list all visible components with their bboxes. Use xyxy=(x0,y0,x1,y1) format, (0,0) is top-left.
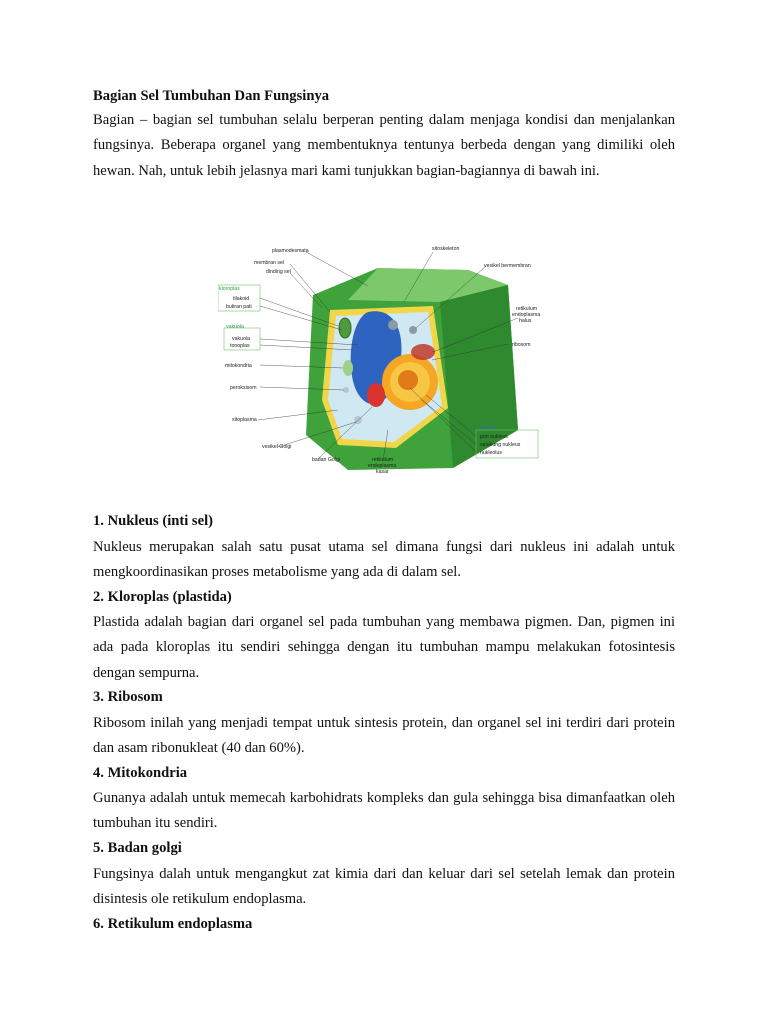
label-selubung-nukleus: selubung nukleus xyxy=(480,442,521,448)
section-heading: 2. Kloroplas (plastida) xyxy=(93,589,232,605)
label-retikulum-halus-2: endoplasma xyxy=(512,312,541,318)
label-peroksisom: peroksisom xyxy=(230,385,257,391)
plant-cell-illustration xyxy=(218,240,548,480)
label-retikulum-kasar-1: retikulum xyxy=(372,457,394,463)
label-tonoplas: tonoplas xyxy=(230,343,250,349)
label-kloroplas: kloroplas xyxy=(219,286,240,292)
cell-wall-side xyxy=(440,285,518,468)
nucleolus xyxy=(398,370,418,390)
label-retikulum-kasar-2: endoplasma xyxy=(368,463,397,469)
label-membran-sel: membran sel xyxy=(254,260,284,266)
label-pori-nukleus: pori nukleus xyxy=(480,434,508,440)
label-butiran-pati: butiran pati xyxy=(226,304,252,310)
label-mitokondria: mitokondria xyxy=(225,363,252,369)
plant-cell-diagram xyxy=(218,240,548,480)
label-plasmodesmata: plasmodesmata xyxy=(272,248,309,254)
label-tilakoid: tilakoid xyxy=(233,296,250,302)
section-heading: 1. Nukleus (inti sel) xyxy=(93,513,214,529)
intro-paragraph: Bagian – bagian sel tumbuhan selalu berperan penting dalam menjaga kondisi dan menjalankan fungsinya. Beberapa organel yang membentuknya tentunya berbeda dengan yang dimiliki oleh hewan. Nah, untuk lebih jelasnya mari kami tunjukkan bagian-bagiannya di bawah ini. xyxy=(93,112,675,179)
label-vakuola-group: vakuola xyxy=(226,324,244,330)
chloroplast xyxy=(339,318,351,338)
golgi-body xyxy=(367,383,385,407)
section-body: Ribosom inilah yang menjadi tempat untuk sintesis protein, dan organel sel ini terdiri dari protein dan asam ribonukleat (40 dan 60%). xyxy=(93,715,675,757)
section-heading: 5. Badan golgi xyxy=(93,840,182,856)
section-body: Gunanya adalah untuk memecah karbohidrats kompleks dan gula sehingga bisa dimanfaatkan oleh tumbuhan itu sendiri. xyxy=(93,790,675,832)
mitochondria xyxy=(343,360,353,376)
label-dinding-sel: dinding sel xyxy=(266,269,291,275)
label-vakuola: vakuola xyxy=(232,336,250,342)
label-sitoplasma: sitoplasma xyxy=(232,417,257,423)
section-body: Plastida adalah bagian dari organel sel pada tumbuhan yang membawa pigmen. Dan, pigmen ini ada pada kloroplas itu sendiri sehingga dengan itu tumbuhan mampu melakukan fotosintesis dengan sempurna. xyxy=(93,614,675,681)
label-nukleus-group: nukleus xyxy=(478,425,496,431)
membrane-vesicle xyxy=(409,326,417,334)
label-badan-golgi: badan Golgi xyxy=(312,457,340,463)
label-retikulum-kasar-3: kasar xyxy=(376,469,389,475)
page-title: Bagian Sel Tumbuhan Dan Fungsinya xyxy=(93,88,330,104)
golgi-vesicle xyxy=(354,416,362,424)
membrane-vesicle xyxy=(388,320,398,330)
rough-er xyxy=(411,344,435,360)
label-retikulum-halus-1: retikulum xyxy=(516,306,538,312)
label-vesikel-bermembran: vesikel bermembran xyxy=(484,263,531,269)
label-ribosom: ribosom xyxy=(512,342,531,348)
section-body: Fungsinya dalah untuk mengangkut zat kimia dari dan keluar dari sel setelah lemak dan protein disintesis ole retikulum endoplasma. xyxy=(93,866,675,908)
section-heading: 4. Mitokondria xyxy=(93,765,188,781)
section-heading: 3. Ribosom xyxy=(93,689,163,705)
label-vesikel-golgi: vesikel Golgi xyxy=(262,444,292,450)
section-body: Nukleus merupakan salah satu pusat utama sel dimana fungsi dari nukleus ini adalah untuk mengkoordinasikan proses metabolisme yang ada di dalam sel. xyxy=(93,539,675,581)
label-retikulum-halus-3: halus xyxy=(519,318,532,324)
section-heading: 6. Retikulum endoplasma xyxy=(93,916,253,932)
label-nukleolus: nukleolus xyxy=(480,450,502,456)
label-sitoskeleton: sitoskeleton xyxy=(432,246,460,252)
